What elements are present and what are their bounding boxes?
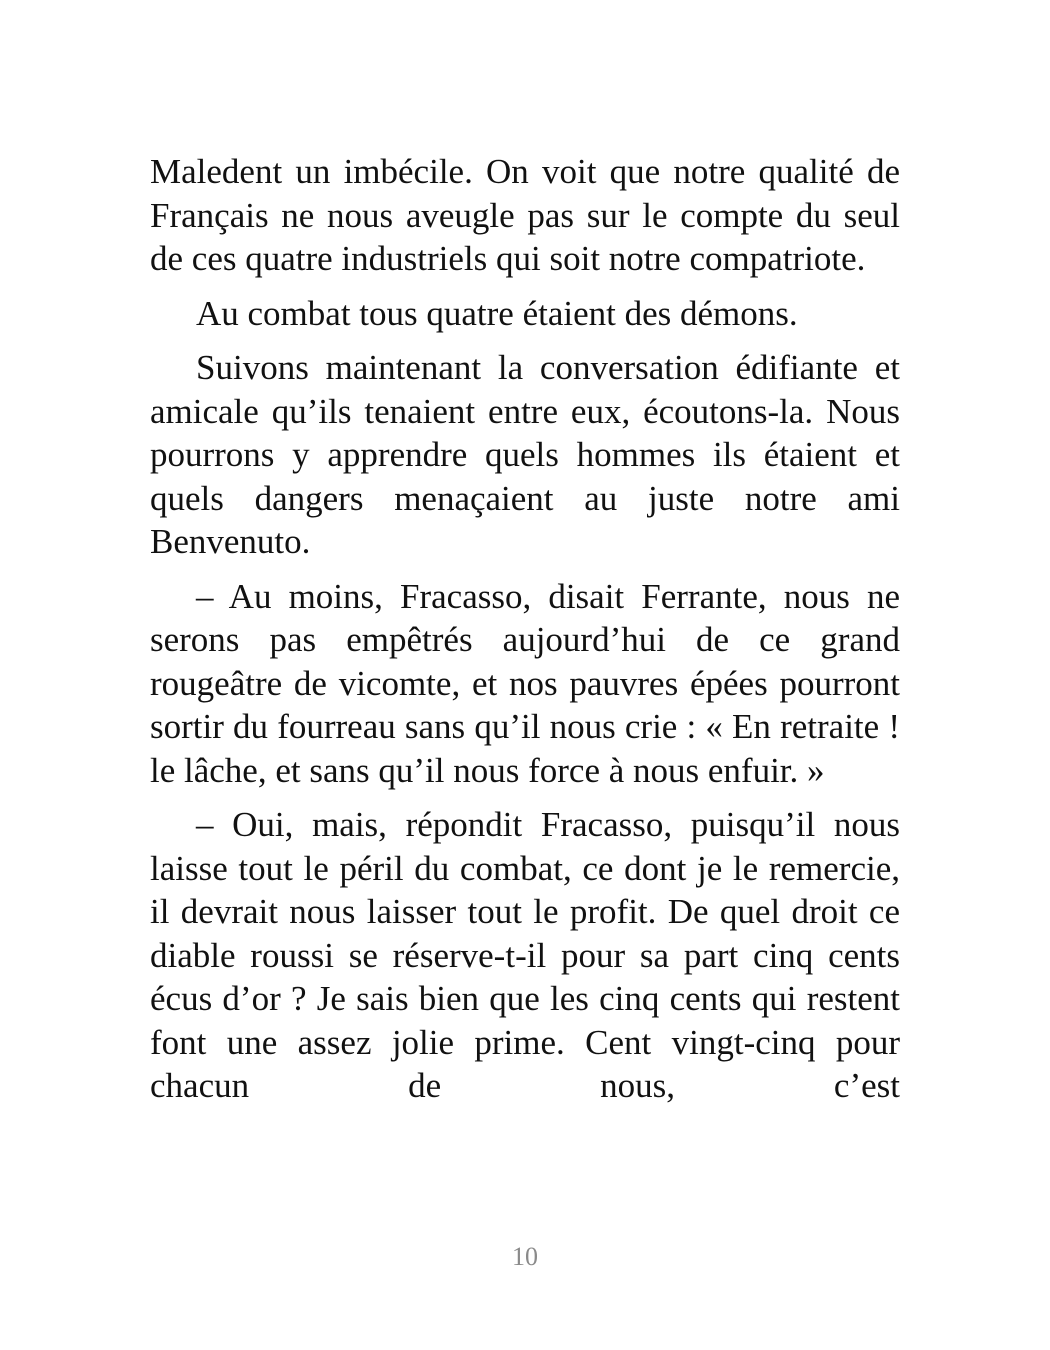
paragraph-3: Suivons maintenant la conversation édifiante et amicale qu’ils tenaient entre eux, écoutons-la. Nous pourrons y apprendre quels hommes ils étaient et quels dangers menaçaient au juste notre ami Benvenuto. (150, 348, 900, 561)
page-body (150, 150, 900, 1108)
paragraph-2: Au combat tous quatre étaient des démons. (196, 293, 798, 333)
paragraph-1: Maledent un imbécile. On voit que notre qualité de Français ne nous aveugle pas sur le compte du seul de ces quatre industriels qui soit notre compatriote. (150, 152, 900, 278)
paragraph-5: – Oui, mais, répondit Fracasso, puisqu’il nous laisse tout le péril du combat, ce dont je le remercie, il devrait nous laisser tout le profit. De quel droit ce diable roussi se réserve-t-il pour sa part cinq cents écus d’or ? Je sais bien que les cinq cents qui restent font une assez jolie prime. Cent vingt-cinq pour chacun de nous, c’est (150, 805, 900, 1105)
paragraph-4: – Au moins, Fracasso, disait Ferrante, nous ne serons pas empêtrés aujourd’hui de ce grand rougeâtre de vicomte, et nos pauvres épées pourront sortir du fourreau sans qu’il nous crie : « En retraite ! le lâche, et sans qu’il nous force à nous enfuir. » (150, 576, 900, 790)
page-number: 10 (512, 1242, 538, 1271)
